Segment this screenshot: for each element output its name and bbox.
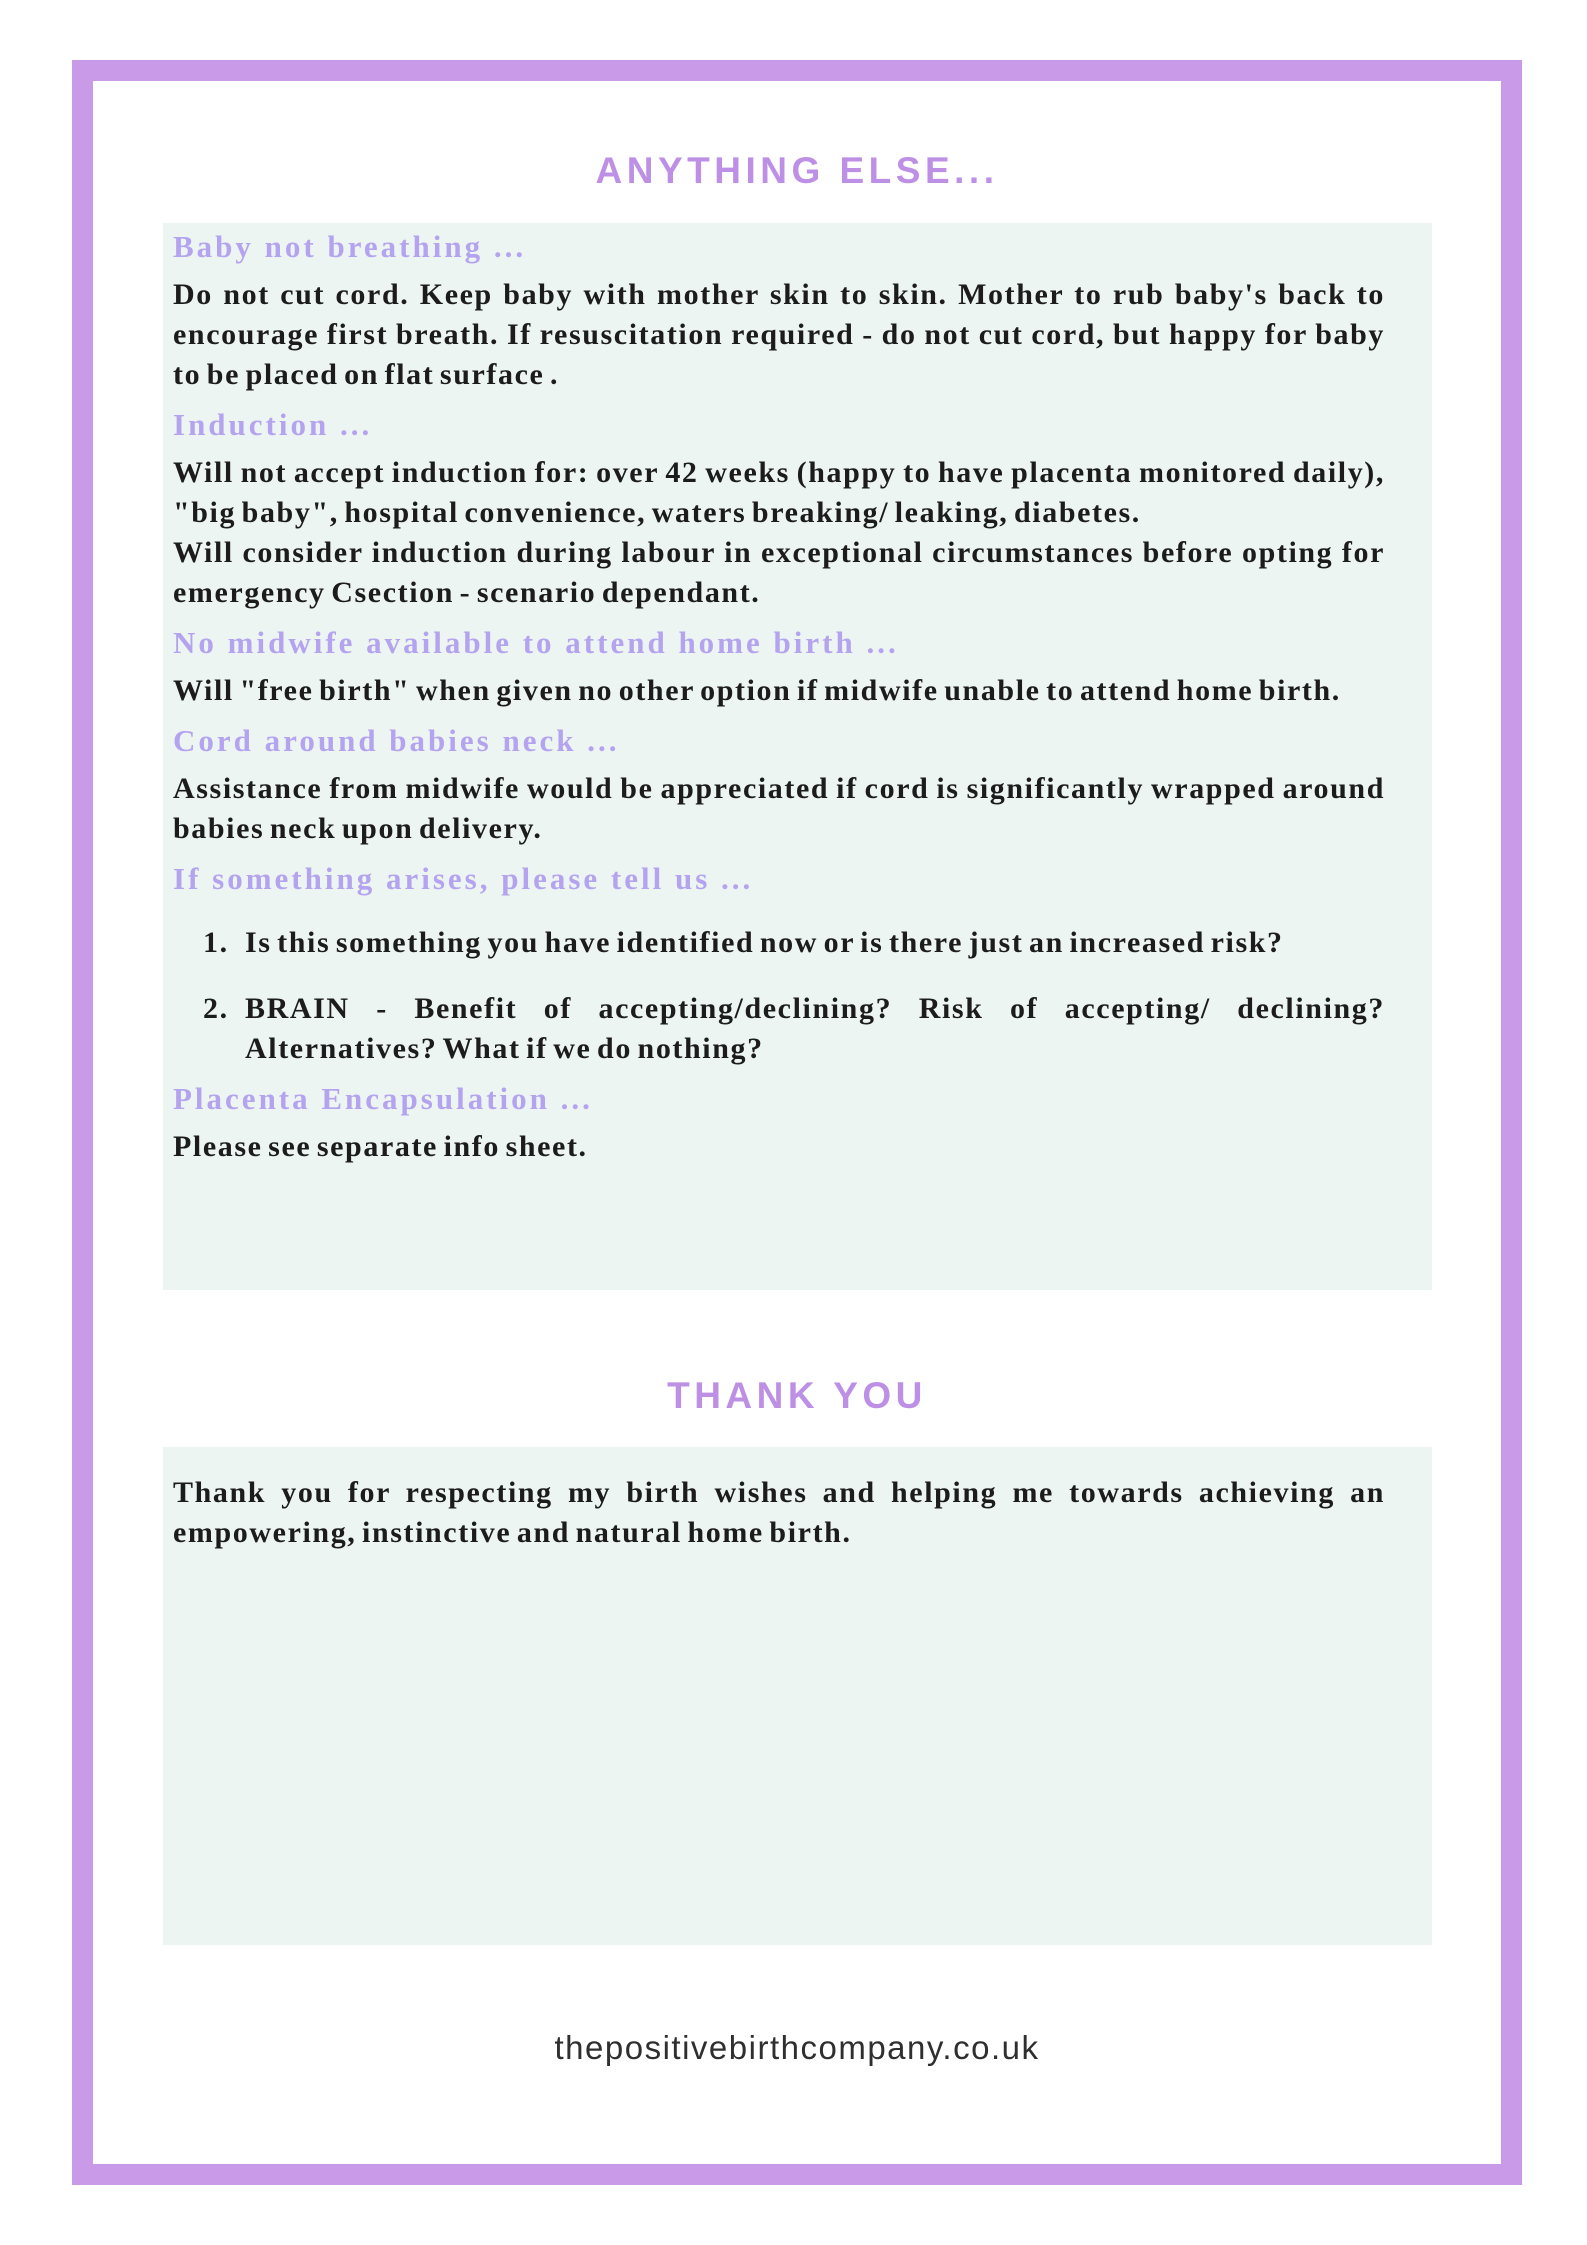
list-item (203, 923, 1385, 963)
section-paragraph: Please see separate info sheet. (173, 1130, 588, 1163)
list-item-number: 1. (203, 926, 229, 959)
section-heading: Placenta Encapsulation ... (173, 1081, 593, 1116)
section-paragraph: Will "free birth" when given no other option if midwife unable to attend home birth. (173, 674, 1341, 707)
list-item (203, 989, 1385, 1069)
section-cord-around-neck (173, 723, 1385, 849)
page-title: ANYTHING ELSE... (595, 150, 999, 191)
section-if-something-arises (173, 861, 1385, 1069)
thank-you-paragraph: Thank you for respecting my birth wishes and helping me towards achieving an empowering, instinctive and natural home birth. (173, 1476, 1385, 1549)
section-induction (173, 407, 1385, 613)
section-heading: Cord around babies neck ... (173, 723, 620, 758)
section-paragraph: Do not cut cord. Keep baby with mother skin to skin. Mother to rub baby's back to encourage first breath. If resuscitation required - do not cut cord, but happy for baby to be placed on flat surface . (173, 278, 1385, 391)
list-item-number: 2. (203, 992, 229, 1025)
section-baby-not-breathing (173, 229, 1385, 395)
anything-else-panel (163, 223, 1432, 1290)
section-heading: If something arises, please tell us ... (173, 861, 754, 896)
section-heading: Induction ... (173, 407, 373, 442)
footer-url: thepositivebirthcompany.co.uk (554, 2029, 1040, 2066)
section-paragraph: Will consider induction during labour in exceptional circumstances before opting for emergency Csection - scenario dependant. (173, 536, 1385, 609)
section-paragraph: Will not accept induction for: over 42 weeks (happy to have placenta monitored daily), "big baby", hospital convenience, waters breaking/ leaking, diabetes. (173, 456, 1385, 529)
list-item-text: BRAIN - Benefit of accepting/declining? Risk of accepting/ declining? Alternatives? What if we do nothing? (245, 992, 1385, 1065)
thank-you-title: THANK YOU (667, 1375, 927, 1416)
section-no-midwife-available (173, 625, 1385, 711)
thank-you-panel (163, 1447, 1432, 1945)
section-heading: No midwife available to attend home birth ... (173, 625, 899, 660)
section-paragraph: Assistance from midwife would be appreciated if cord is significantly wrapped around babies neck upon delivery. (173, 772, 1385, 845)
section-heading: Baby not breathing ... (173, 229, 527, 264)
section-placenta-encapsulation (173, 1081, 1385, 1167)
numbered-list (173, 923, 1385, 1069)
list-item-text: Is this something you have identified now or is there just an increased risk? (245, 926, 1284, 959)
